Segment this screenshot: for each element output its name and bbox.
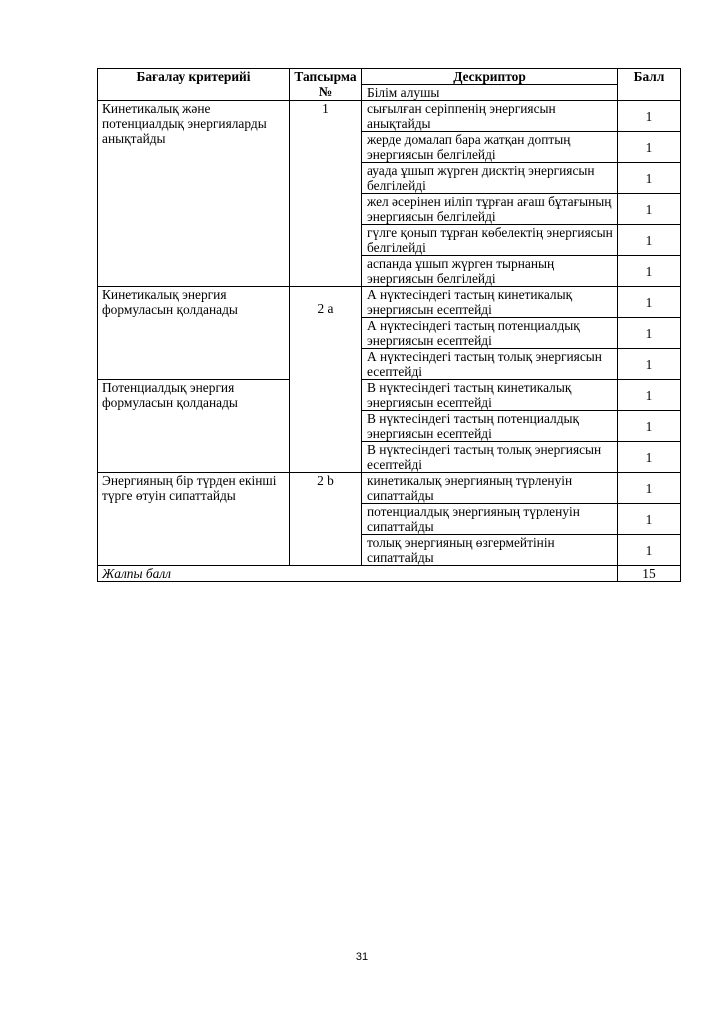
- descriptor-cell: толық энергияның өзгермейтінін сипаттайды: [362, 535, 618, 566]
- header-row: [98, 69, 681, 85]
- criterion-cell: Кинетикалық энергия формуласын қолданады: [98, 287, 290, 380]
- header-descriptor: Дескриптор: [362, 69, 618, 85]
- descriptor-cell: А нүктесіндегі тастың толық энергиясын есептейді: [362, 349, 618, 380]
- score-cell: 1: [618, 256, 681, 287]
- score-cell: 1: [618, 101, 681, 132]
- header-score: Балл: [618, 69, 681, 101]
- score-cell: 1: [618, 225, 681, 256]
- descriptor-cell: гүлге қонып тұрған көбелектің энергиясын белгілейді: [362, 225, 618, 256]
- task-cell: 1: [290, 101, 362, 287]
- descriptor-cell: жел әсерінен иіліп тұрған ағаш бұтағының энергиясын белгілейді: [362, 194, 618, 225]
- descriptor-cell: В нүктесіндегі тастың кинетикалық энергиясын есептейді: [362, 380, 618, 411]
- descriptor-cell: ауада ұшып жүрген дисктің энергиясын белгілейді: [362, 163, 618, 194]
- score-cell: 1: [618, 473, 681, 504]
- score-cell: 1: [618, 535, 681, 566]
- descriptor-cell: потенциалдық энергияның түрленуін сипаттайды: [362, 504, 618, 535]
- table-row: [98, 380, 681, 411]
- task-cell: 2 b: [290, 473, 362, 566]
- criterion-cell: Потенциалдық энергия формуласын қолданады: [98, 380, 290, 473]
- descriptor-cell: В нүктесіндегі тастың толық энергиясын есептейді: [362, 442, 618, 473]
- score-cell: 1: [618, 132, 681, 163]
- table-row: [98, 287, 681, 318]
- total-value: 15: [618, 566, 681, 582]
- descriptor-cell: жерде домалап бара жатқан доптың энергиясын белгілейді: [362, 132, 618, 163]
- header-learner: Білім алушы: [362, 85, 618, 101]
- page-number: 31: [355, 951, 369, 963]
- score-cell: 1: [618, 442, 681, 473]
- criterion-cell: Кинетикалық және потенциалдық энергияларды анықтайды: [98, 101, 290, 287]
- total-row: [98, 566, 681, 582]
- descriptor-cell: В нүктесіндегі тастың потенциалдық энергиясын есептейді: [362, 411, 618, 442]
- score-cell: 1: [618, 380, 681, 411]
- header-task: Тапсырма №: [290, 69, 362, 101]
- descriptor-cell: кинетикалық энергияның түрленуін сипаттайды: [362, 473, 618, 504]
- total-label: Жалпы балл: [98, 566, 618, 582]
- table-row: [98, 101, 681, 132]
- score-cell: 1: [618, 411, 681, 442]
- table-row: [98, 473, 681, 504]
- criterion-cell: Энергияның бір түрден екінші түрге өтуін сипаттайды: [98, 473, 290, 566]
- score-cell: 1: [618, 349, 681, 380]
- assessment-rubric-table: [97, 68, 681, 582]
- descriptor-cell: сығылған серіппенің энергиясын анықтайды: [362, 101, 618, 132]
- descriptor-cell: А нүктесіндегі тастың потенциалдық энергиясын есептейді: [362, 318, 618, 349]
- score-cell: 1: [618, 287, 681, 318]
- descriptor-cell: А нүктесіндегі тастың кинетикалық энергиясын есептейді: [362, 287, 618, 318]
- descriptor-cell: аспанда ұшып жүрген тырнаның энергиясын белгілейді: [362, 256, 618, 287]
- header-criterion: Бағалау критерийі: [98, 69, 290, 101]
- score-cell: 1: [618, 318, 681, 349]
- task-cell: 2 a: [290, 287, 362, 473]
- score-cell: 1: [618, 163, 681, 194]
- score-cell: 1: [618, 194, 681, 225]
- score-cell: 1: [618, 504, 681, 535]
